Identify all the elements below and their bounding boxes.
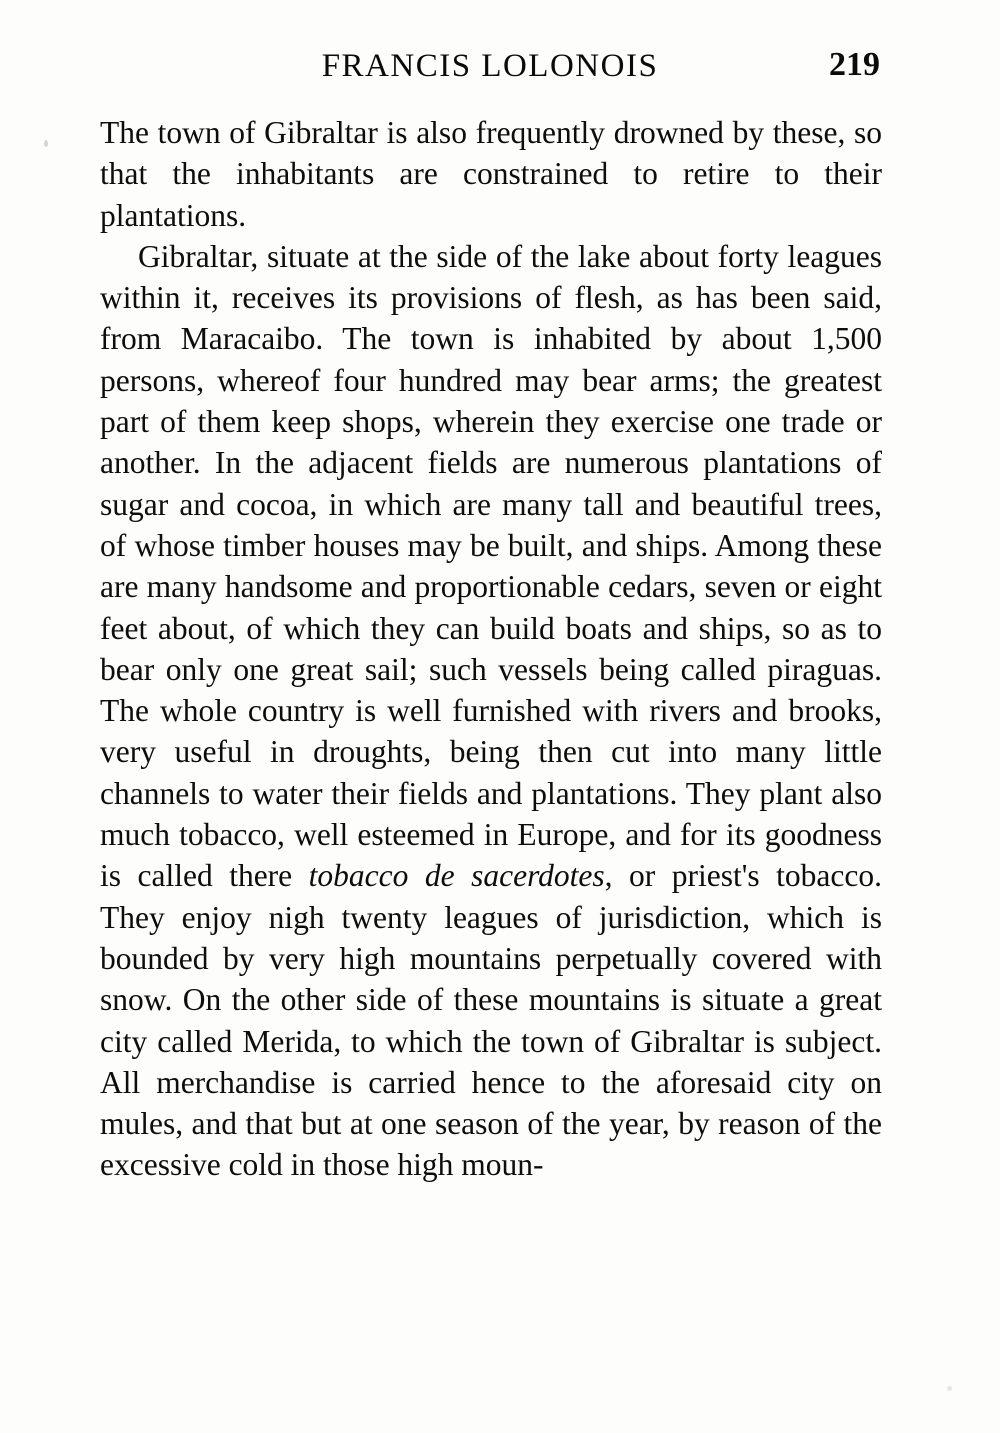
- page-number: 219: [829, 46, 880, 83]
- scan-speck: [947, 1386, 952, 1391]
- paragraph-2-text-part-2: , or priest's tobacco. They enjoy nigh twenty leagues of jurisdiction, which is bounded by very high mountains perpetually covered with snow. On the other side of these mountains is situate a great city called Merida, to which the town of Gibraltar is subject. All merchandise is carried hence to the aforesaid city on mules, and that but at one season of the year, by reason of the excessive cold in those high moun-: [100, 858, 882, 1183]
- paragraph-2-text-part-1: Gibraltar, situate at the side of the lake about forty leagues within it, receives its provisions of flesh, as has been said, from Maracaibo. The town is inhabited by about 1,500 persons, whereof four hundred may bear arms; the greatest part of them keep shops, wherein they exercise one trade or another. In the adjacent fields are numerous plantations of sugar and cocoa, in which are many tall and beautiful trees, of whose timber houses may be built, and ships. Among these are many handsome and proportionable cedars, seven or eight feet about, of which they can build boats and ships, so as to bear only one great sail; such vessels being called piraguas. The whole country is well furnished with rivers and brooks, very useful in droughts, being then cut into many little channels to water their fields and plantations. They plant also much tobacco, well esteemed in Europe, and for its goodness is called there: [100, 238, 882, 894]
- page-body: [100, 112, 882, 1186]
- paragraph-2-italic-phrase: tobacco de sacerdotes: [308, 858, 605, 894]
- paragraph-1-text: The town of Gibraltar is also frequently drowned by these, so that the inhabitants are constrained to retire to their plantations.: [100, 115, 882, 233]
- scan-speck: [44, 140, 48, 147]
- paragraph-2: [100, 236, 882, 1186]
- running-title: FRANCIS LOLONOIS: [321, 48, 659, 84]
- running-head: [100, 48, 880, 92]
- paragraph-1: [100, 112, 882, 236]
